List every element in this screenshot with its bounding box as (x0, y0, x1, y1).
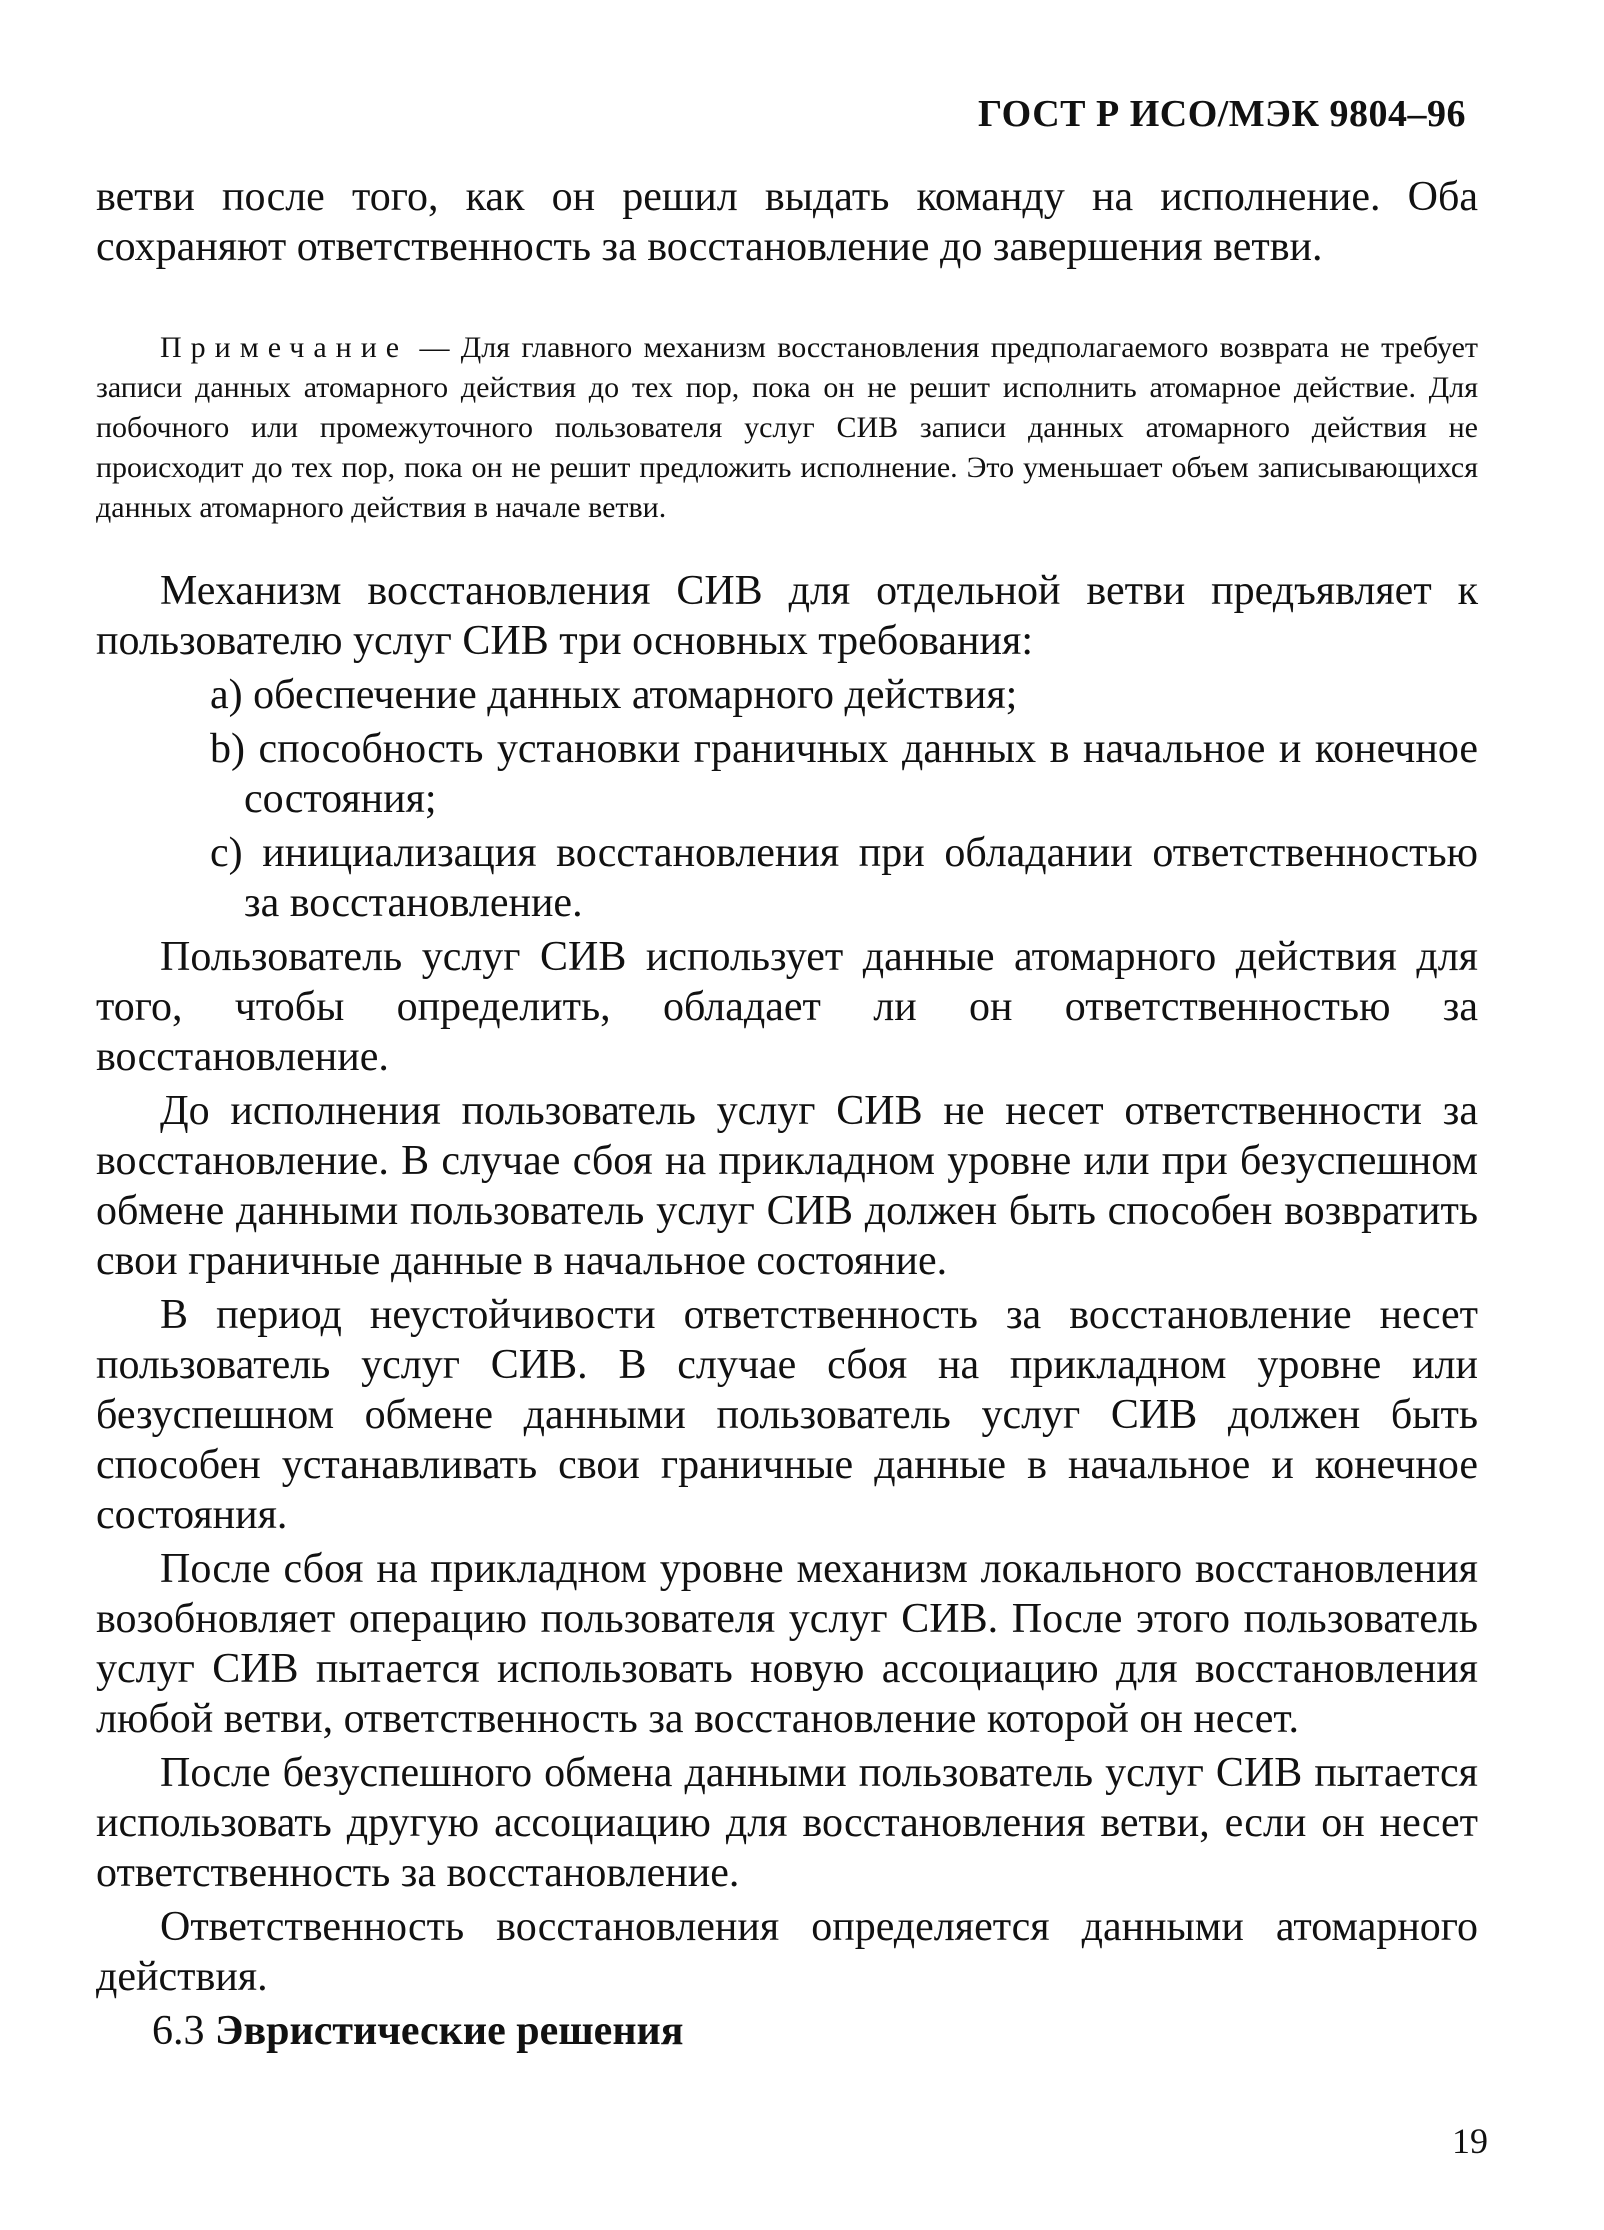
body-paragraph: Пользователь услуг СИВ использует данные атомарного действия для того, чтобы определить, обладает ли он ответственностью за восстановление. (96, 934, 1478, 1080)
page-content (96, 172, 1478, 2056)
note-block (96, 328, 1478, 528)
body-paragraph: До исполнения пользователь услуг СИВ не несет ответственности за восстановление. В случае сбоя на прикладном уровне или при безуспешном обмене данными пользователь услуг СИВ должен быть способен возвратить свои граничные данные в начальное состояние. (96, 1088, 1478, 1284)
note-text: Для главного механизм восстановления предполагаемого возврата не требует записи данных атомарного действия до тех пор, пока он не решит исполнить атомарное действие. Для побочного или промежуточного пользователя услуг СИВ записи данных атомарного действия не происходит до тех пор, пока он не решит предложить исполнение. Это уменьшает объем записывающихся данных атомарного действия в начале ветви. (96, 331, 1479, 524)
requirements-intro: Механизм восстановления СИВ для отдельной ветви предъявляет к пользователю услуг СИВ три основных требования: (96, 568, 1478, 664)
section-title: Эвристические решения (215, 2008, 684, 2054)
requirement-item-c: c) инициализация восстановления при обладании ответственностью за восстановление. (210, 830, 1478, 926)
section-number: 6.3 (152, 2008, 205, 2054)
note-dash: — (408, 331, 461, 364)
body-paragraph: После сбоя на прикладном уровне механизм локального восстановления возобновляет операцию пользователя услуг СИВ. После этого пользователь услуг СИВ пытается использовать новую ассоциацию для восстановления любой ветви, ответственность за восстановление которой он несет. (96, 1546, 1478, 1742)
page-number: 19 (1452, 2121, 1488, 2161)
body-paragraph: В период неустойчивости ответственность за восстановление несет пользователь услуг СИВ. В случае сбоя на прикладном уровне или безуспешном обмене данными пользователь услуг СИВ должен быть способен устанавливать свои граничные данные в начальное и конечное состояния. (96, 1292, 1478, 1538)
paragraph-continuation: ветви после того, как он решил выдать команду на исполнение. Оба сохраняют ответственность за восстановление до завершения ветви. (96, 174, 1478, 270)
note-label: Примечание (160, 331, 409, 364)
requirement-item-b: b) способность установки граничных данных в начальное и конечное состояния; (210, 726, 1478, 822)
section-heading (96, 2006, 1478, 2056)
standard-header: ГОСТ Р ИСО/МЭК 9804–96 (977, 93, 1466, 135)
body-paragraph: Ответственность восстановления определяется данными атомарного действия. (96, 1904, 1478, 2000)
requirement-item-a: a) обеспечение данных атомарного действия; (210, 672, 1018, 718)
body-paragraph: После безуспешного обмена данными пользователь услуг СИВ пытается использовать другую ассоциацию для восстановления ветви, если он несет ответственность за восстановление. (96, 1750, 1478, 1896)
